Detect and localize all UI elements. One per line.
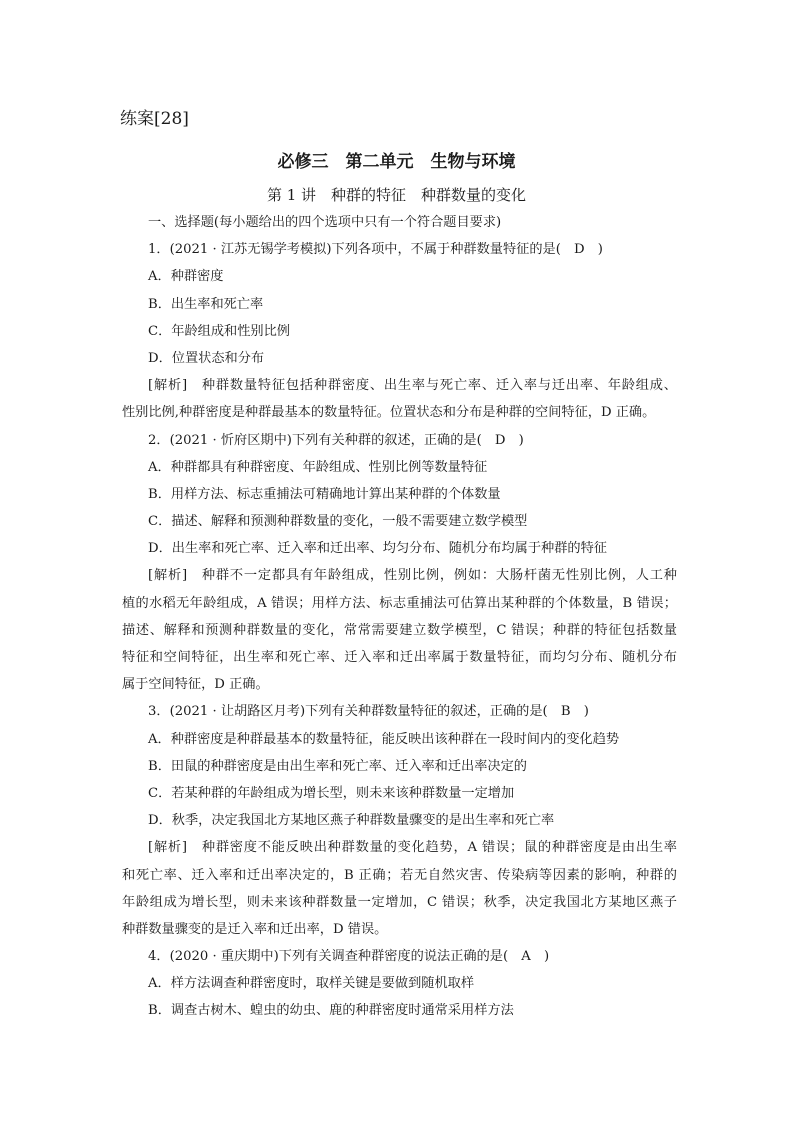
question-2-option-d: D．出生率和死亡率、迁入率和迁出率、均匀分布、随机分布均属于种群的特征 — [148, 541, 607, 557]
question-3-analysis-line: 和死亡率、迁入率和迁出率决定的，B 正确；若无自然灾害、传染病等因素的影响，种群的 — [122, 867, 677, 883]
question-3-analysis-line: 种群数量骤变的是迁入率和迁出率，D 错误。 — [122, 921, 388, 937]
question-2-option-a: A．种群都具有种群密度、年龄组成、性别比例等数量特征 — [148, 459, 488, 475]
section-heading: 一、选择题(每小题给出的四个选项中只有一个符合题目要求) — [148, 215, 502, 230]
question-2-analysis-line: 属于空间特征，D 正确。 — [122, 677, 269, 693]
question-3-analysis-line: 年龄组成为增长型，则未来该种群数量一定增加，C 错误；秋季，决定我国北方某地区燕子 — [122, 894, 677, 910]
question-2-analysis-line: [解析] 种群不一定都具有年龄组成，性别比例，例如：大肠杆菌无性别比例，人工种 — [148, 568, 677, 584]
question-2-option-c: C．描述、解释和预测种群数量的变化，一般不需要建立数学模型 — [148, 514, 528, 530]
question-2-stem: 2．(2021 · 忻府区期中)下列有关种群的叙述，正确的是( D ) — [148, 432, 524, 448]
lesson-subtitle: 第 1 讲 种群的特征 种群数量的变化 — [266, 186, 527, 204]
question-3-option-a: A．种群密度是种群最基本的数量特征，能反映出该种群在一段时间内的变化趋势 — [148, 731, 620, 747]
question-2-analysis-line: 描述、解释和预测种群数量的变化，常常需要建立数学模型，C 错误；种群的特征包括数量 — [122, 622, 677, 638]
question-3-analysis-line: [解析] 种群密度不能反映出种群数量的变化趋势，A 错误；鼠的种群密度是由出生率 — [148, 840, 677, 856]
question-2-option-b: B．用样方法、标志重捕法可精确地计算出某种群的个体数量 — [148, 486, 501, 502]
question-3-option-b: B．田鼠的种群密度是由出生率和死亡率、迁入率和迁出率决定的 — [148, 758, 527, 774]
question-4-option-a: A．样方法调查种群密度时，取样关键是要做到随机取样 — [148, 976, 475, 992]
question-2-analysis-line: 特征和空间特征，出生率和死亡率、迁入率和迁出率属于数量特征，而均匀分布、随机分布 — [122, 650, 677, 665]
question-2-analysis-line: 植的水稻无年龄组成，A 错误；用样方法、标志重捕法可估算出某种群的个体数量，B 错误； — [122, 595, 677, 611]
question-1-option-b: B．出生率和死亡率 — [148, 296, 264, 312]
question-3-option-d: D．秋季，决定我国北方某地区燕子种群数量骤变的是出生率和死亡率 — [148, 813, 555, 829]
exercise-label: 练案[28] — [120, 109, 189, 129]
question-1-option-a: A．种群密度 — [148, 269, 224, 285]
question-4-option-b: B．调查古树木、蝗虫的幼虫、鹿的种群密度时通常采用样方法 — [148, 1003, 514, 1019]
question-1-analysis-line: [解析] 种群数量特征包括种群密度、出生率与死亡率、迁入率与迁出率、年龄组成、 — [148, 378, 677, 394]
page-title: 必修三 第二单元 生物与环境 — [277, 152, 516, 172]
question-3-option-c: C．若某种群的年龄组成为增长型，则未来该种群数量一定增加 — [148, 785, 515, 801]
question-1-option-d: D．位置状态和分布 — [148, 350, 265, 366]
question-3-stem: 3．(2021 · 让胡路区月考)下列有关种群数量特征的叙述，正确的是( B ) — [148, 704, 589, 720]
question-4-stem: 4．(2020 · 重庆期中)下列有关调查种群密度的说法正确的是( A ) — [148, 949, 550, 965]
question-1-analysis-line: 性别比例,种群密度是种群最基本的数量特征。位置状态和分布是种群的空间特征，D 正确。 — [122, 405, 656, 421]
question-content — [122, 209, 677, 1025]
question-1-option-c: C．年龄组成和性别比例 — [148, 323, 290, 339]
question-1-stem: 1．(2021 · 江苏无锡学考模拟)下列各项中，不属于种群数量特征的是( D ) — [148, 242, 603, 258]
